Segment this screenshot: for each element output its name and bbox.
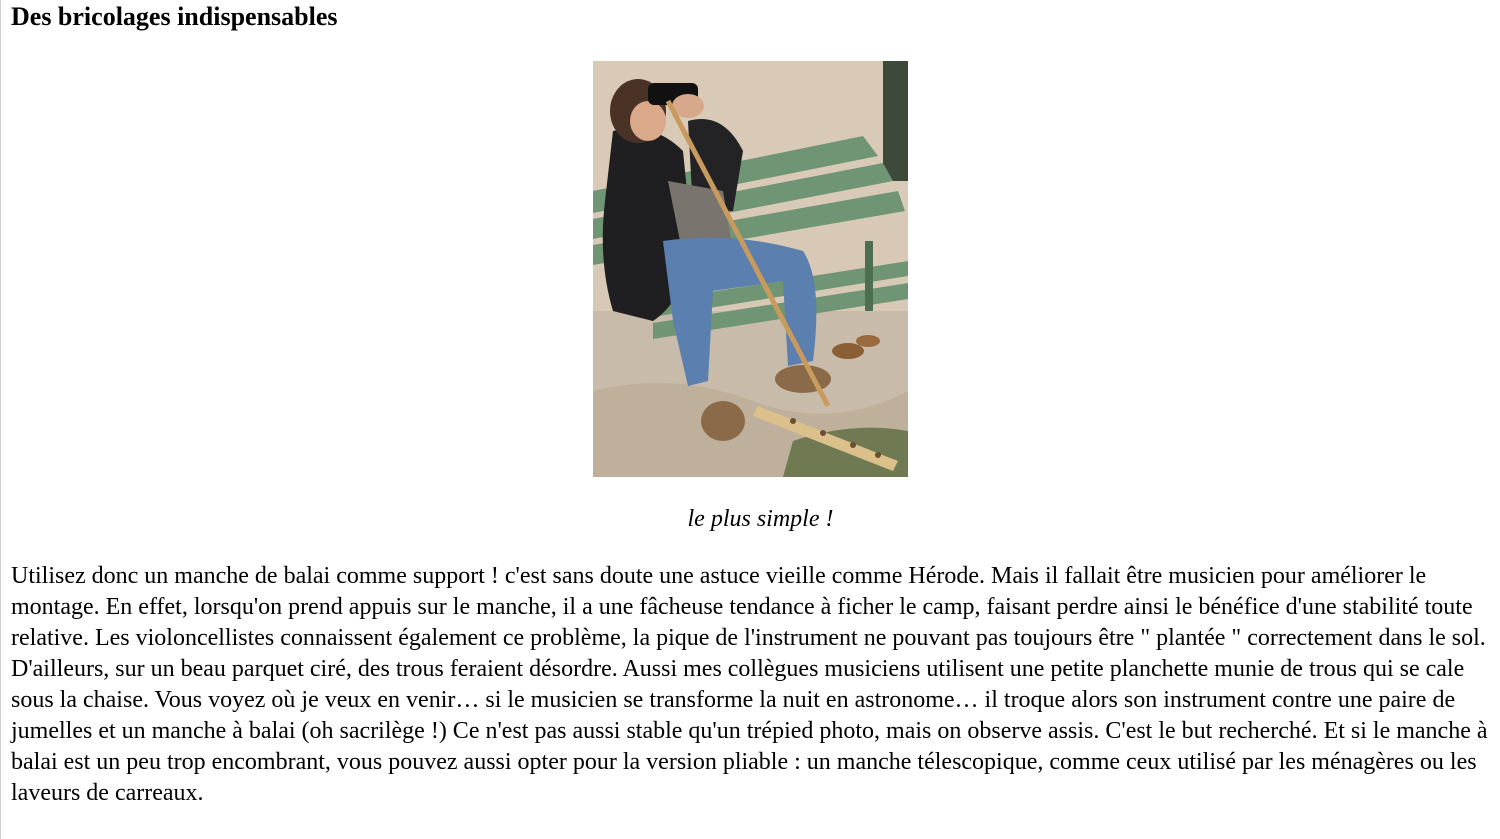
photo-caption: le plus simple ! <box>687 506 834 532</box>
figure <box>11 61 1490 533</box>
page-title: Des bricolages indispensables <box>11 2 338 31</box>
photo-image <box>593 61 908 477</box>
article-paragraph: Utilisez donc un manche de balai comme support ! c'est sans doute une astuce vieille comme Hérode. Mais il fallait être musicien pour améliorer le montage. En effet, lorsqu'on prend appuis sur le manche, il a une fâcheuse tendance à ficher le camp, faisant perdre ainsi le bénéfice d'une stabilité toute relative. Les violoncellistes connaissent également ce problème, la pique de l'instrument ne pouvant pas toujours être " plantée " correctement dans le sol. D'ailleurs, sur un beau parquet ciré, des trous feraient désordre. Aussi mes collègues musiciens utilisent une petite planchette munie de trous qui se cale sous la chaise. Vous voyez où je veux en venir… si le musicien se transforme la nuit en astronome… il troque alors son instrument contre une paire de jumelles et un manche à balai (oh sacrilège !) Ce n'est pas aussi stable qu'un trépied photo, mais on observe assis. C'est le but recherché. Et si le manche à balai est un peu trop encombrant, vous pouvez aussi opter pour la version pliable : un manche télescopique, comme ceux utilisé par les ménagères ou les laveurs de carreaux. <box>11 563 1488 806</box>
page <box>1 0 1500 809</box>
